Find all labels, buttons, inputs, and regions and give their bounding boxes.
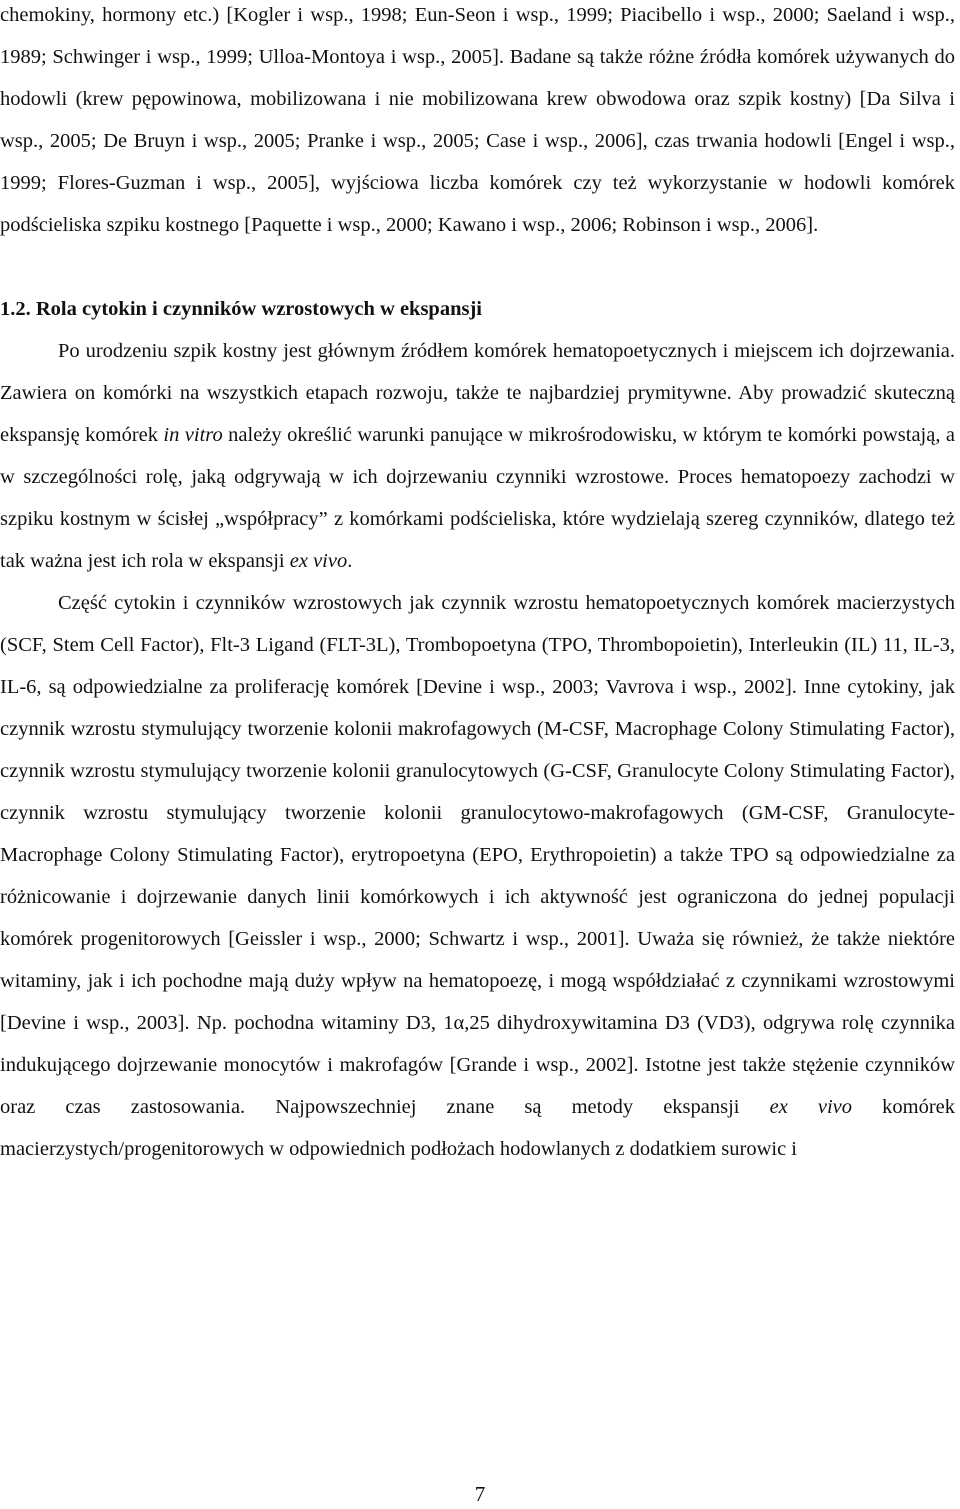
section-heading: 1.2. Rola cytokin i czynników wzrostowych w ekspansji <box>0 298 482 320</box>
paragraph-2-italic-ex-vivo: ex vivo <box>769 1096 853 1118</box>
intro-paragraph: chemokiny, hormony etc.) [Kogler i wsp., 1998; Eun-Seon i wsp., 1999; Piacibello i wsp., 2000; Saeland i wsp., 1989; Schwinger i wsp., 1999; Ulloa-Montoya i wsp., 2005]. Badane są także różne źródła komórek używanych do hodowli (krew pępowinowa, mobilizowana i nie mobilizowana krew obwodowa oraz szpik kostny) [Da Silva i wsp., 2005; De Bruyn i wsp., 2005; Pranke i wsp., 2005; Case i wsp., 2006], czas trwania hodowli [Engel i wsp., 1999; Flores-Guzman i wsp., 2005], wyjściowa liczba komórek czy też wykorzystanie w hodowli komórek podścieliska szpiku kostnego [Paquette i wsp., 2000; Kawano i wsp., 2006; Robinson i wsp., 2006]. <box>0 4 955 236</box>
body-paragraph-2 <box>0 582 955 1170</box>
paragraph-1-text-a: Po urodzeniu szpik kostny jest głównym źródłem komórek hematopoetycznych i miejscem ich dojrzewania. Zawiera on komórki na wszystkich etapach rozwoju, także te najbardziej prymitywne. Aby prowadzić skuteczną ekspansję komórek <box>0 340 955 446</box>
paragraph-1-italic-ex-vivo: ex vivo <box>289 550 348 572</box>
paragraph-1-text-c: . <box>347 550 353 572</box>
section-spacer <box>0 246 955 288</box>
paragraph-1-text-b: należy określić warunki panujące w mikrośrodowisku, w którym te komórki powstają, a w szczególności rolę, jaką odgrywają w ich dojrzewaniu czynniki wzrostowe. Proces hematopoezy zachodzi w szpiku kostnym w ścisłej „współpracy” z komórkami podścieliska, które wydzielają szereg czynników, dlatego też tak ważna jest ich rola w ekspansji <box>0 424 955 572</box>
page-number: 7 <box>474 1482 486 1506</box>
paragraph-2-text-b: komórek macierzystych/progenitorowych w odpowiednich podłożach hodowlanych z dodatkiem surowic i <box>0 1096 956 1160</box>
paragraph-2-text-a: Część cytokin i czynników wzrostowych jak czynnik wzrostu hematopoetycznych komórek macierzystych (SCF, Stem Cell Factor), Flt-3 Ligand (FLT-3L), Trombopoetyna (TPO, Thrombopoietin), Interleukin (IL) 11, IL-3, IL-6, są odpowiedzialne za proliferację komórek [Devine i wsp., 2003; Vavrova i wsp., 2002]. Inne cytokiny, jak czynnik wzrostu stymulujący tworzenie kolonii makrofagowych (M-CSF, Macrophage Colony Stimulating Factor), czynnik wzrostu stymulujący tworzenie kolonii granulocytowych (G-CSF, Granulocyte Colony Stimulating Factor), czynnik wzrostu stymulujący tworzenie kolonii granulocytowo-makrofagowych (GM-CSF, Granulocyte-Macrophage Colony Stimulating Factor), erytropoetyna (EPO, Erythropoietin) a także TPO są odpowiedzialne za różnicowanie i dojrzewanie danych linii komórkowych i ich aktywność jest ograniczona do jednej populacji komórek progenitorowych [Geissler i wsp., 2000; Schwartz i wsp., 2001]. Uważa się również, że także niektóre witaminy, jak i ich pochodne mają duży wpływ na hematopoezę, i mogą współdziałać z czynnikami wzrostowymi [Devine i wsp., 2003]. Np. pochodna witaminy D3, 1α,25 dihydroxywitamina D3 (VD3), odgrywa rolę czynnika indukującego dojrzewanie monocytów i makrofagów [Grande i wsp., 2002]. Istotne jest także stężenie czynników oraz czas zastosowania. Najpowszechniej znane są metody ekspansji <box>0 592 955 1118</box>
paragraph-1-italic-in-vitro: in vitro <box>163 424 223 446</box>
body-paragraph-1 <box>0 330 955 582</box>
